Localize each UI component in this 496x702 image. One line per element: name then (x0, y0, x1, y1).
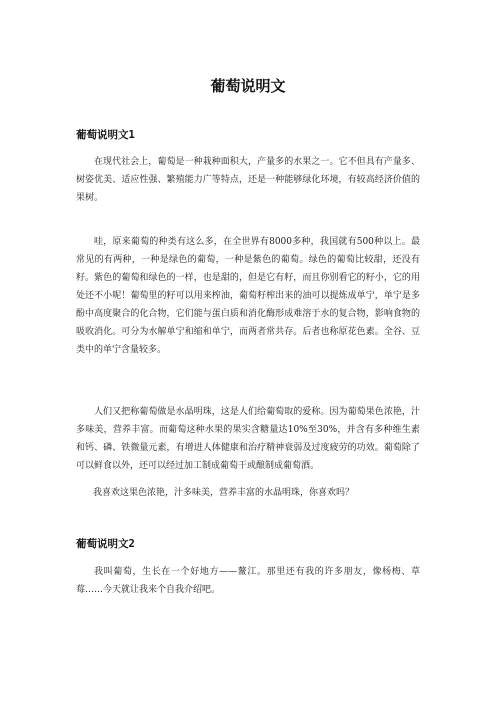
paragraph: 我叫葡萄，生长在一个好地方——鳌江。那里还有我的许多朋友，像杨梅、草莓……今天就让我来个自我介绍吧。 (76, 567, 420, 595)
paragraph: 人们又把称葡萄做是水晶明珠，这是人们给葡萄取的爱称。因为葡萄果色浓艳，汁多味美，营养丰富。而葡萄这种水果的果实含糖量达10%至30%，并含有多种维生素和钙、磷、铁微量元素，有增进人体健康和治疗精神衰弱及过度疲劳的功效。葡萄除了可以鲜食以外，还可以经过加工制成葡萄干或酿制成葡萄酒。 (76, 407, 420, 471)
paragraph: 在现代社会上，葡萄是一种栽种面积大，产量多的水果之一。它不但具有产量多、树姿优美、适应性强、繁殖能力广等特点，还是一种能够绿化环境，有较高经济价值的果树。 (76, 157, 420, 203)
paragraph: 哇，原来葡萄的种类有这么多，在全世界有8000多种，我国就有500种以上。最常见的有两种，一种是绿色的葡萄，一种是紫色的葡萄。绿色的葡萄比较甜，还没有籽。紫色的葡萄和绿色的一样，也是甜的，但是它有籽，而且你别看它的籽小，它的用处还不小呢！葡萄里的籽可以用来榨油，葡萄籽榨出来的油可以提炼成单宁，单宁是多酚中高度聚合的化合物，它们能与蛋白质和消化酶形成难溶于水的复合物，影响食物的吸收消化。可分为水解单宁和缩和单宁，而两者常共存。后者也称原花色素。全谷、豆类中的单宁含量较多。 (76, 237, 420, 355)
document-title: 葡萄说明文 (210, 77, 286, 95)
paragraph: 我喜欢这果色浓艳，汁多味美，营养丰富的水晶明珠，你喜欢吗？ (93, 488, 355, 498)
section-heading-1: 葡萄说明文1 (76, 129, 135, 141)
section-heading-2: 葡萄说明文2 (76, 538, 135, 550)
